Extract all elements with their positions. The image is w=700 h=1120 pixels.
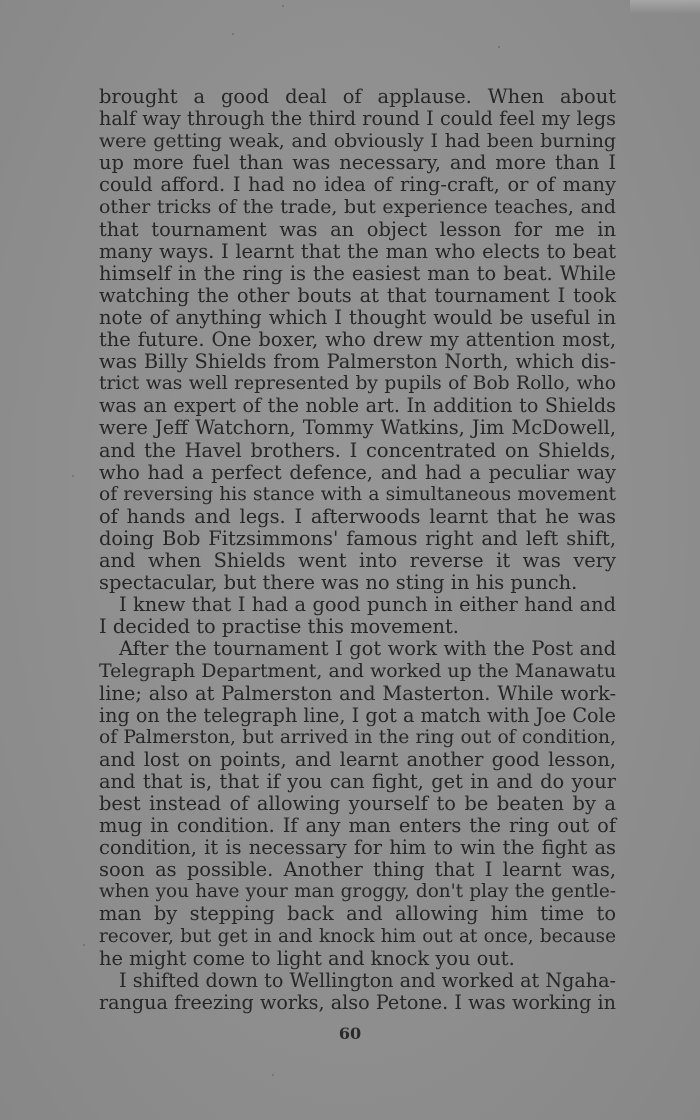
text-line: and that is, that if you can fight, get in and do your — [99, 769, 616, 793]
text-line: other tricks of the trade, but experience teaches, and — [99, 196, 616, 219]
text-line: condition, it is necessary for him to win the fight as — [99, 836, 616, 860]
text-line: up more fuel than was necessary, and more than I — [99, 151, 616, 175]
text-line: of Palmerston, but arrived in the ring out of condition, — [99, 726, 616, 748]
text-line: watching the other bouts at that tournament I took — [99, 283, 616, 307]
paper-speck — [498, 46, 500, 48]
text-line: many ways. I learnt that the man who elects to beat — [99, 239, 616, 263]
text-line: brought a good deal of applause. When about — [99, 85, 616, 108]
text-line: were getting weak, and obviously I had been burning — [99, 130, 616, 153]
text-line: himself in the ring is the easiest man to beat. While — [99, 261, 616, 285]
text-line: soon as possible. Another thing that I learnt was, — [99, 858, 616, 882]
text-line: recover, but get in and knock him out at once, because — [99, 925, 616, 947]
text-line: note of anything which I thought would be useful in — [99, 305, 616, 329]
text-line: spectacular, but there was no sting in his punch. — [99, 571, 578, 595]
text-line: best instead of allowing yourself to be beaten by a — [99, 792, 616, 815]
text-line: of hands and legs. I afterwoods learnt that he was — [99, 504, 616, 528]
text-line: when you have your man groggy, don't play the gentle- — [99, 881, 616, 903]
text-line: were Jeff Watchorn, Tommy Watkins, Jim McDowell, — [99, 416, 616, 440]
text-line: I shifted down to Wellington and worked at Ngaha- — [119, 968, 616, 992]
text-line: trict was well represented by pupils of Bob Rollo, who — [99, 373, 616, 395]
text-line: I decided to practise this movement. — [99, 615, 459, 639]
paper-speck — [83, 944, 85, 946]
paper-speck — [232, 33, 234, 35]
text-line: doing Bob Fitzsimmons' famous right and left shift, — [99, 526, 616, 550]
paper-speck — [72, 475, 74, 477]
text-line: line; also at Palmerston and Masterton. While work- — [99, 681, 616, 705]
paper-speck — [272, 1074, 274, 1076]
page-corner-wear — [630, 0, 700, 14]
text-line: man by stepping back and allowing him time to — [99, 902, 616, 926]
body-text — [99, 86, 616, 1014]
text-line: that tournament was an object lesson for me in — [99, 217, 616, 241]
text-line: was an expert of the noble art. In addition to Shields — [99, 394, 616, 418]
text-line: After the tournament I got work with the Post and — [119, 637, 616, 661]
paper-speck — [282, 5, 284, 7]
text-line: could afford. I had no idea of ring-craft, or of many — [99, 173, 616, 197]
text-line: rangua freezing works, also Petone. I was working in — [99, 990, 616, 1014]
text-line: I knew that I had a good punch in either hand and — [119, 593, 616, 617]
text-line: the future. One boxer, who drew my attention most, — [99, 328, 616, 352]
text-line: who had a perfect defence, and had a peculiar way — [99, 460, 616, 484]
page-number: 60 — [338, 1024, 362, 1043]
text-line: he might come to light and knock you out. — [99, 946, 515, 970]
text-line: ing on the telegraph line, I got a match with Joe Cole — [99, 703, 616, 727]
text-line: Telegraph Department, and worked up the Manawatu — [99, 660, 616, 683]
text-line: half way through the third round I could feel my legs — [99, 107, 616, 131]
text-line: and when Shields went into reverse it was very — [99, 548, 616, 572]
text-line: of reversing his stance with a simultaneous movement — [99, 483, 616, 505]
text-line: and lost on points, and learnt another good lesson, — [99, 747, 616, 771]
text-line: was Billy Shields from Palmerston North, which dis- — [99, 350, 616, 374]
text-line: mug in condition. If any man enters the ring out of — [99, 814, 616, 838]
text-line: and the Havel brothers. I concentrated on Shields, — [99, 438, 616, 462]
